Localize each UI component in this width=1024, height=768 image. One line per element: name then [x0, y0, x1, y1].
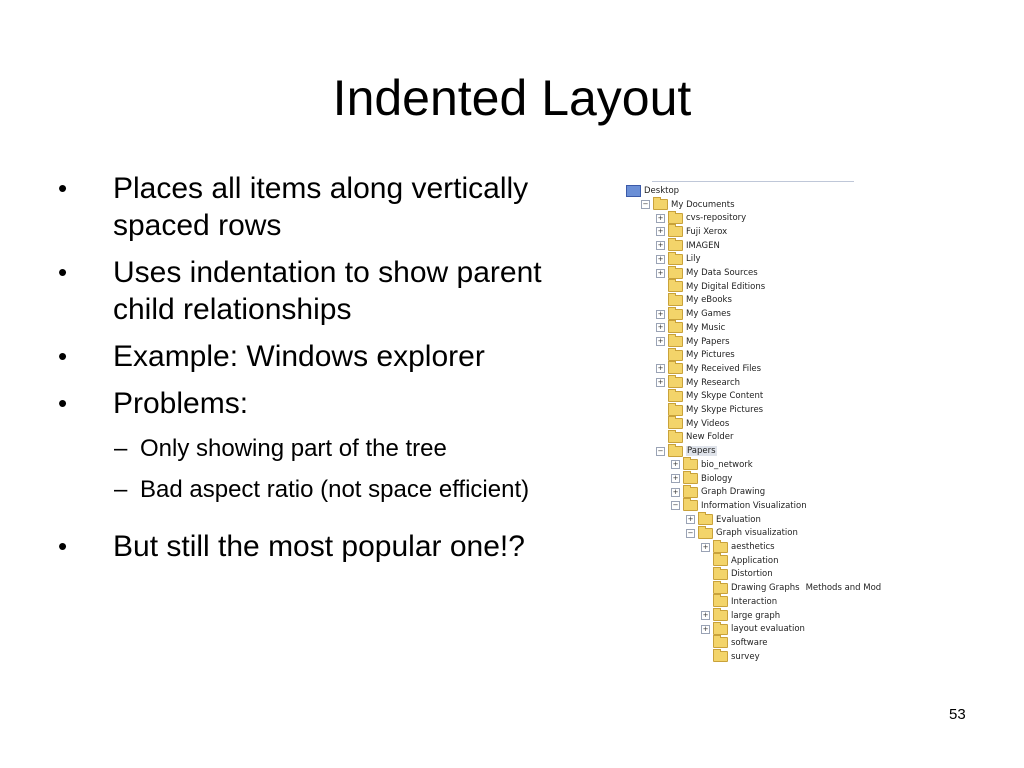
tree-item[interactable]	[701, 568, 773, 582]
folder-icon	[668, 350, 683, 361]
tree-spacer	[701, 584, 710, 593]
tree-item-label: Interaction	[731, 596, 778, 607]
tree-item[interactable]	[656, 225, 727, 239]
collapse-icon[interactable]: −	[687, 528, 694, 537]
tree-item-label: My Research	[686, 377, 741, 388]
tree-item[interactable]	[701, 595, 777, 609]
sub-bullet-text: Only showing part of the tree	[140, 435, 447, 462]
tree-item[interactable]	[656, 321, 725, 335]
page-number: 53	[949, 706, 966, 723]
sub-bullet-item	[58, 475, 578, 504]
tree-item-label: aesthetics	[731, 542, 775, 553]
tree-item[interactable]	[701, 636, 768, 650]
tree-item[interactable]	[701, 622, 805, 636]
tree-item-label: Application	[731, 555, 779, 566]
tree-top-border	[652, 181, 854, 182]
bullet-text: Problems:	[113, 387, 249, 420]
bullet-symbol: •	[58, 388, 68, 418]
tree-item[interactable]	[686, 513, 761, 527]
slide-title: Indented Layout	[332, 70, 692, 126]
collapse-icon[interactable]: −	[657, 446, 664, 455]
tree-item[interactable]	[626, 184, 679, 198]
tree-item-label: Evaluation	[716, 514, 761, 525]
tree-item[interactable]	[701, 609, 780, 623]
expand-icon[interactable]: +	[672, 487, 679, 496]
bullet-text: Places all items along vertically spaced rows	[113, 172, 529, 242]
expand-icon[interactable]: +	[657, 268, 664, 277]
bullet-text: Example: Windows explorer	[113, 340, 485, 373]
tree-item-label: New Folder	[686, 432, 734, 443]
expand-icon[interactable]: +	[657, 241, 664, 250]
tree-item-label: My Games	[686, 309, 731, 320]
tree-item-label: software	[731, 637, 768, 648]
tree-item-label: Graph Drawing	[701, 487, 766, 498]
tree-spacer	[701, 570, 710, 579]
tree-spacer	[656, 351, 665, 360]
expand-icon[interactable]: +	[657, 323, 664, 332]
tree-item-label: My Skype Content	[686, 391, 764, 402]
sub-bullet-symbol: –	[114, 476, 128, 503]
folder-icon	[698, 528, 713, 539]
tree-item[interactable]	[671, 458, 753, 472]
tree-item[interactable]	[656, 348, 735, 362]
tree-item[interactable]	[656, 403, 763, 417]
tree-item-extra-label: Methods and Mod	[805, 583, 882, 594]
tree-item-label: My Received Files	[686, 363, 762, 374]
tree-item-label: My Papers	[686, 336, 730, 347]
tree-item-label: large graph	[731, 610, 781, 621]
tree-item[interactable]	[671, 499, 807, 513]
bullet-text: Uses indentation to show parent child relationships	[113, 256, 542, 326]
bullet-item	[58, 254, 578, 328]
tree-item-label: My Documents	[671, 199, 735, 210]
folder-icon	[668, 295, 683, 306]
folder-icon	[713, 583, 728, 594]
sub-bullet-text: Bad aspect ratio (not space efficient)	[140, 476, 530, 503]
folder-icon	[683, 473, 698, 484]
collapse-icon[interactable]: −	[642, 200, 649, 209]
bullet-item	[58, 338, 578, 375]
tree-spacer	[656, 296, 665, 305]
tree-item-label: Information Visualization	[701, 500, 807, 511]
tree-item-label: My Digital Editions	[686, 281, 766, 292]
tree-item[interactable]	[671, 472, 732, 486]
expand-icon[interactable]: +	[702, 611, 709, 620]
folder-icon	[683, 487, 698, 498]
tree-item[interactable]	[656, 280, 765, 294]
tree-spacer	[701, 556, 710, 565]
tree-item-label: Graph visualization	[716, 528, 798, 539]
tree-spacer	[701, 597, 710, 606]
expand-icon[interactable]: +	[657, 227, 664, 236]
folder-icon	[653, 199, 668, 210]
folder-icon	[683, 500, 698, 511]
folder-icon	[668, 309, 683, 320]
tree-spacer	[701, 652, 710, 661]
tree-item-label: Biology	[701, 473, 733, 484]
tree-item-label: My Videos	[686, 418, 730, 429]
sub-bullet-symbol: –	[114, 435, 128, 462]
tree-item-label: bio_network	[701, 459, 753, 470]
bullet-symbol: •	[58, 531, 68, 561]
tree-item[interactable]	[656, 211, 746, 225]
tree-item[interactable]	[701, 554, 779, 568]
expand-icon[interactable]: +	[672, 474, 679, 483]
bullet-list	[58, 170, 578, 575]
sub-bullet-item	[58, 434, 578, 463]
folder-icon	[713, 596, 728, 607]
bullet-item	[58, 385, 578, 422]
bullet-symbol: •	[58, 257, 68, 287]
folder-icon	[713, 542, 728, 553]
expand-icon[interactable]: +	[657, 309, 664, 318]
tree-item[interactable]	[656, 390, 763, 404]
tree-item[interactable]	[656, 417, 729, 431]
tree-item[interactable]	[656, 431, 734, 445]
expand-icon[interactable]: +	[657, 213, 664, 222]
tree-item[interactable]	[656, 444, 717, 458]
tree-item[interactable]	[656, 239, 720, 253]
folder-icon	[668, 226, 683, 237]
tree-item-label: Desktop	[644, 185, 680, 196]
tree-item[interactable]	[656, 362, 761, 376]
folder-icon	[668, 432, 683, 443]
tree-item[interactable]	[701, 650, 760, 664]
tree-item[interactable]	[701, 581, 881, 595]
bullet-item	[58, 170, 578, 244]
folder-icon	[668, 446, 683, 457]
expand-icon[interactable]: +	[672, 460, 679, 469]
tree-item-label: Fuji Xerox	[686, 226, 728, 237]
desktop-icon	[626, 185, 641, 197]
tree-item[interactable]	[656, 376, 740, 390]
explorer-tree-screenshot	[624, 181, 882, 666]
tree-item[interactable]	[656, 294, 732, 308]
folder-icon	[713, 610, 728, 621]
bullet-symbol: •	[58, 173, 68, 203]
tree-spacer	[701, 638, 710, 647]
folder-icon	[683, 459, 698, 470]
folder-icon	[668, 240, 683, 251]
folder-icon	[713, 637, 728, 648]
tree-spacer	[656, 433, 665, 442]
tree-spacer	[656, 406, 665, 415]
folder-icon	[668, 322, 683, 333]
tree-item-label: Drawing Graphs	[731, 583, 800, 594]
expand-icon[interactable]: +	[657, 378, 664, 387]
tree-spacer	[656, 392, 665, 401]
tree-item[interactable]	[656, 253, 701, 267]
tree-item-label: Papers	[687, 446, 716, 457]
tree-item-label: cvs-repository	[686, 213, 747, 224]
folder-icon	[668, 391, 683, 402]
tree-item[interactable]	[641, 198, 735, 212]
bullet-symbol: •	[58, 341, 68, 371]
tree-item-label: Distortion	[731, 569, 773, 580]
tree-item-label: survey	[731, 651, 760, 662]
expand-icon[interactable]: +	[702, 542, 709, 551]
folder-icon	[668, 213, 683, 224]
tree-item-label: My Pictures	[686, 350, 735, 361]
tree-item[interactable]	[656, 266, 758, 280]
tree-item-label: My eBooks	[686, 295, 732, 306]
tree-item-label: layout evaluation	[731, 624, 805, 635]
expand-icon[interactable]: +	[657, 254, 664, 263]
expand-icon[interactable]: +	[657, 364, 664, 373]
expand-icon[interactable]: +	[702, 624, 709, 633]
tree-item-label: My Music	[686, 322, 726, 333]
tree-item-label: IMAGEN	[686, 240, 720, 251]
tree-item[interactable]	[701, 540, 775, 554]
tree-item[interactable]	[686, 527, 798, 541]
bullet-text: But still the most popular one!?	[113, 530, 525, 563]
folder-icon	[668, 268, 683, 279]
folder-icon	[713, 624, 728, 635]
folder-icon	[713, 651, 728, 662]
folder-icon	[668, 281, 683, 292]
folder-icon	[713, 569, 728, 580]
tree-spacer	[656, 419, 665, 428]
folder-icon	[668, 377, 683, 388]
folder-icon	[668, 254, 683, 265]
collapse-icon[interactable]: −	[672, 501, 679, 510]
tree-item-label: Lily	[686, 254, 701, 265]
tree-item-label: My Data Sources	[686, 268, 758, 279]
tree-item[interactable]	[656, 307, 731, 321]
tree-spacer	[656, 282, 665, 291]
folder-icon	[668, 405, 683, 416]
tree-item-label: My Skype Pictures	[686, 405, 764, 416]
tree-item[interactable]	[656, 335, 730, 349]
folder-icon	[668, 363, 683, 374]
tree-item[interactable]	[671, 485, 765, 499]
folder-icon	[698, 514, 713, 525]
folder-icon	[668, 418, 683, 429]
folder-icon	[668, 336, 683, 347]
expand-icon[interactable]: +	[657, 337, 664, 346]
sub-bullet-list	[58, 434, 578, 504]
bullet-item	[58, 528, 578, 565]
folder-icon	[713, 555, 728, 566]
expand-icon[interactable]: +	[687, 515, 694, 524]
